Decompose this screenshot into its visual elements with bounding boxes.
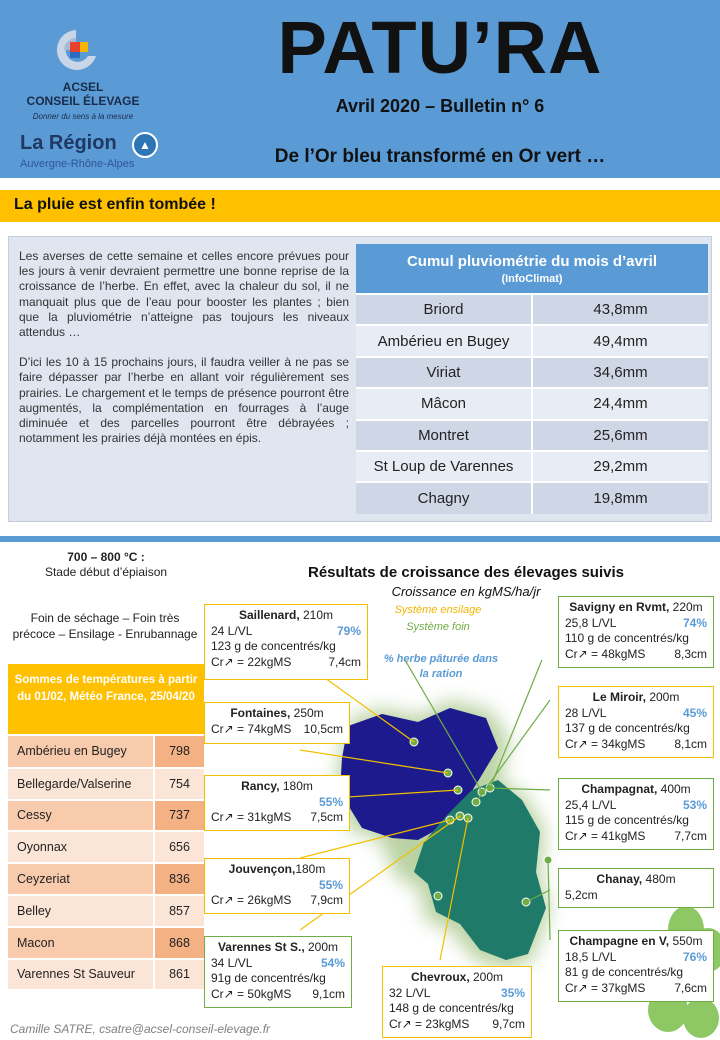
rain-city: Montret <box>356 420 532 451</box>
farm-fontaines: Fontaines, 250m Cr↗ = 74kgMS 10,5cm <box>204 702 350 744</box>
temp-station: Macon <box>8 927 154 959</box>
rain-row <box>356 420 708 451</box>
rain-city: Viriat <box>356 357 532 388</box>
temp-value: 754 <box>154 768 204 800</box>
temp-station: Bellegarde/Valserine <box>8 768 154 800</box>
rain-value: 25,6mm <box>532 420 708 451</box>
farm-jouvencon: Jouvençon,180m 55% Cr↗ = 26kgMS 7,9cm <box>204 858 350 914</box>
intro-text <box>19 249 349 461</box>
farm-varennes: Varennes St S., 200m 34 L/VL 54% 91g de concentrés/kg Cr↗ = 50kgMS 9,1cm <box>204 936 352 1008</box>
temp-row <box>8 736 204 768</box>
rain-value: 49,4mm <box>532 325 708 356</box>
rain-value: 19,8mm <box>532 482 708 513</box>
temp-station: Ceyzeriat <box>8 863 154 895</box>
temp-station: Varennes St Sauveur <box>8 959 154 991</box>
temp-table-header: Sommes de températures à partir du 01/02, Météo France, 25/04/20 <box>8 664 204 734</box>
rain-row <box>356 451 708 482</box>
rain-value: 29,2mm <box>532 451 708 482</box>
acsel-logo-icon <box>48 26 104 74</box>
farm-chevroux: Chevroux, 200m 32 L/VL 35% 148 g de concentrés/kg Cr↗ = 23kgMS 9,7cm <box>382 966 532 1038</box>
acsel-name: ACSEL CONSEIL ÉLEVAGE <box>26 80 140 108</box>
rain-table-source: (InfoClimat) <box>501 272 563 285</box>
rain-city: St Loup de Varennes <box>356 451 532 482</box>
rain-row <box>356 294 708 325</box>
temp-row <box>8 831 204 863</box>
header-band <box>0 0 720 178</box>
stage-range: 700 – 800 °C : <box>67 550 145 564</box>
rain-value: 34,6mm <box>532 357 708 388</box>
temp-station: Belley <box>8 895 154 927</box>
farm-chanay: Chanay, 480m 5,2cm <box>558 868 714 908</box>
stage-uses: Foin de séchage – Foin très précoce – Ensilage - Enrubannage <box>12 611 198 641</box>
temp-value: 656 <box>154 831 204 863</box>
temp-value: 836 <box>154 863 204 895</box>
results-title: Résultats de croissance des élevages suivis <box>307 564 624 581</box>
rain-row <box>356 388 708 419</box>
rain-city: Ambérieu en Bugey <box>356 325 532 356</box>
temp-table <box>8 736 204 991</box>
rain-table-title: Cumul pluviométrie du mois d’avril <box>406 252 658 270</box>
temp-row <box>8 800 204 832</box>
temp-value: 737 <box>154 800 204 832</box>
temp-value: 861 <box>154 959 204 991</box>
farm-rancy: Rancy, 180m 55% Cr↗ = 31kgMS 7,5cm <box>204 775 350 831</box>
region-logo-icon: ▲ <box>132 132 158 158</box>
temp-station: Ambérieu en Bugey <box>8 736 154 768</box>
temp-value: 868 <box>154 927 204 959</box>
stage-info <box>8 550 204 580</box>
legend-pct-grazed: % herbe pâturée dans la ration <box>383 653 499 680</box>
acsel-logo <box>8 8 156 172</box>
temp-row <box>8 895 204 927</box>
rain-value: 43,8mm <box>532 294 708 325</box>
temp-row <box>8 959 204 991</box>
results-unit: Croissance en kgMS/ha/jr <box>391 584 541 599</box>
bulletin-subtitle: De l’Or bleu transformé en Or vert … <box>274 146 606 167</box>
temp-value: 857 <box>154 895 204 927</box>
section-banner <box>0 190 720 222</box>
rain-city: Briord <box>356 294 532 325</box>
temp-row <box>8 768 204 800</box>
region-subname: Auvergne-Rhône-Alpes <box>20 158 135 170</box>
section-banner-text: La pluie est enfin tombée ! <box>14 196 216 213</box>
rain-row <box>356 482 708 513</box>
region-name: La Région <box>20 132 117 154</box>
section-divider <box>0 536 720 542</box>
temp-station: Cessy <box>8 800 154 832</box>
temp-row <box>8 927 204 959</box>
farm-champagne-en-v: Champagne en V, 550m 18,5 L/VL 76% 81 g de concentrés/kg Cr↗ = 37kgMS 7,6cm <box>558 930 714 1002</box>
rain-table <box>356 244 708 514</box>
legend-ensilage: Système ensilage <box>394 604 482 616</box>
stage-label: Stade début d’épiaison <box>44 565 168 579</box>
rain-row <box>356 357 708 388</box>
intro-paragraph-1: Les averses de cette semaine et celles encore prévues pour les jours à venir devraient permettre une bonne reprise de la croissance de l’herbe. En effet, avec la chaleur du sol, il ne manquait plus que de l’eau pour booster les plantes ; bien que la pluviométrie n’atteigne pas toujours les niveaux attendus … <box>19 249 349 340</box>
farm-savigny: Savigny en Rvmt, 220m 25,8 L/VL 74% 110 g de concentrés/kg Cr↗ = 48kgMS 8,3cm <box>558 596 714 668</box>
rain-table-header <box>356 244 708 294</box>
temp-row <box>8 863 204 895</box>
bulletin-issue: Avril 2020 – Bulletin n° 6 <box>335 96 545 116</box>
acsel-tagline: Donner du sens à la mesure <box>32 112 134 121</box>
farm-le-miroir: Le Miroir, 200m 28 L/VL 45% 137 g de concentrés/kg Cr↗ = 34kgMS 8,1cm <box>558 686 714 758</box>
temp-value: 798 <box>154 736 204 768</box>
temp-station: Oyonnax <box>8 831 154 863</box>
intro-paragraph-2: D’ici les 10 à 15 prochains jours, il faudra veiller à ne pas se faire dépasser par l’herbe en allant voir régulièrement ses prairies. Le chargement et le temps de présence pourront être augmentés, la complémentation en fourrages à l’auge diminuée et des parcelles pourront être débrayées ; notamment les prairies déjà montées en épis. <box>19 355 349 446</box>
farm-saillenard: Saillenard, 210m 24 L/VL 79% 123 g de concentrés/kg Cr↗ = 22kgMS 7,4cm <box>204 604 368 680</box>
rain-row <box>356 325 708 356</box>
bulletin-title: PATU’RA <box>277 6 603 89</box>
legend-foin: Système foin <box>406 621 470 633</box>
farm-champagnat: Champagnat, 400m 25,4 L/VL 53% 115 g de concentrés/kg Cr↗ = 41kgMS 7,7cm <box>558 778 714 850</box>
rain-city: Chagny <box>356 482 532 513</box>
author-footer: Camille SATRE, csatre@acsel-conseil-elevage.fr <box>10 1022 271 1036</box>
rain-city: Mâcon <box>356 388 532 419</box>
rain-value: 24,4mm <box>532 388 708 419</box>
